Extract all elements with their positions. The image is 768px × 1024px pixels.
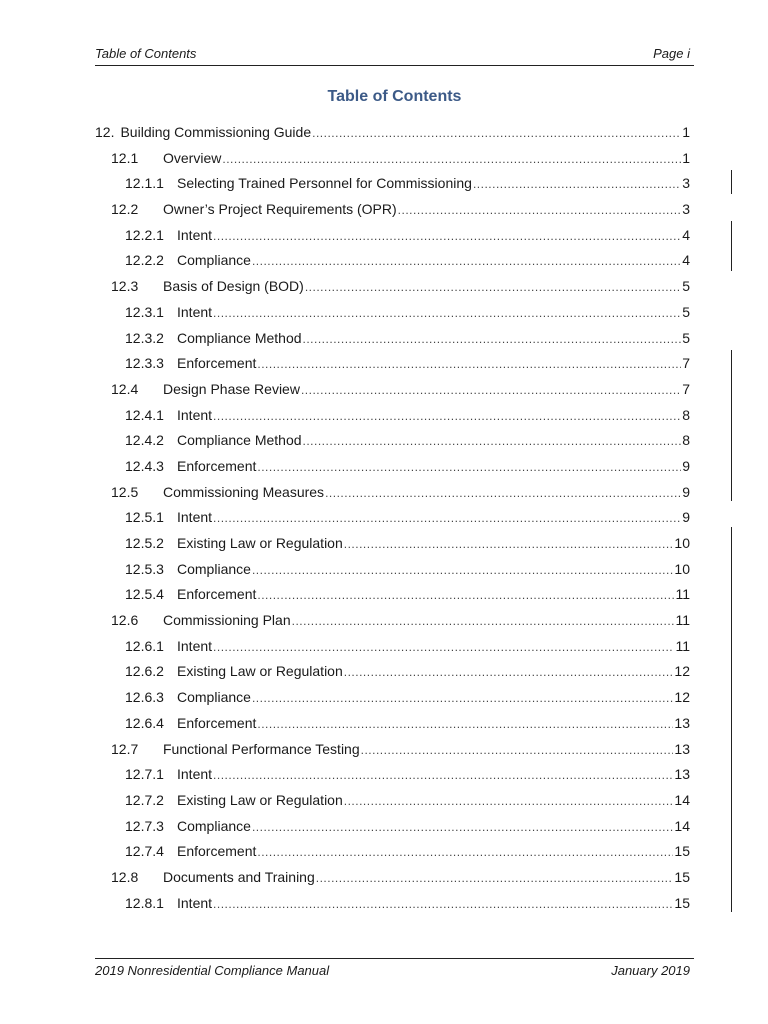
toc-entry[interactable] xyxy=(95,150,694,176)
toc-entry-number: 12.8.1 xyxy=(125,894,164,911)
toc-entry[interactable] xyxy=(95,330,694,356)
toc-entry-number: 12.3.2 xyxy=(125,329,164,346)
toc-entry[interactable] xyxy=(95,407,694,433)
toc-entry-number: 12.1.1 xyxy=(125,175,164,192)
toc-leader-dots xyxy=(213,640,674,654)
change-bar xyxy=(731,527,732,912)
toc-leader-dots xyxy=(213,768,673,782)
toc-entry[interactable] xyxy=(95,818,694,844)
toc-entry[interactable] xyxy=(95,535,694,561)
toc-entry-title[interactable]: Compliance xyxy=(177,560,251,577)
toc-entry[interactable] xyxy=(95,252,694,278)
toc-entry[interactable] xyxy=(95,586,694,612)
toc-entry-number: 12.3.3 xyxy=(125,355,164,372)
toc-entry-page[interactable]: 13 xyxy=(674,714,690,731)
table-of-contents xyxy=(95,124,694,920)
toc-entry-page[interactable]: 15 xyxy=(674,894,690,911)
toc-entry-number: 12.5.1 xyxy=(125,509,164,526)
toc-entry[interactable] xyxy=(95,381,694,407)
toc-entry-page[interactable]: 13 xyxy=(674,740,690,757)
toc-entry-page[interactable]: 5 xyxy=(682,303,690,320)
toc-leader-dots xyxy=(213,229,681,243)
toc-entry-title[interactable]: Functional Performance Testing xyxy=(163,740,360,757)
toc-entry-title[interactable]: Design Phase Review xyxy=(163,380,300,397)
toc-entry[interactable] xyxy=(95,458,694,484)
toc-entry-number: 12.7 xyxy=(111,740,139,757)
toc-entry-page[interactable]: 11 xyxy=(675,586,690,603)
toc-entry-page[interactable]: 9 xyxy=(682,483,690,500)
toc-entry-page[interactable]: 13 xyxy=(674,766,690,783)
toc-entry-number: 12.5.3 xyxy=(125,560,164,577)
toc-leader-dots xyxy=(213,897,673,911)
toc-leader-dots xyxy=(473,177,681,191)
toc-entry-title[interactable]: Existing Law or Regulation xyxy=(177,663,343,680)
toc-entry-page[interactable]: 9 xyxy=(682,509,690,526)
header-section-title: Table of Contents xyxy=(95,46,197,61)
toc-entry-page[interactable]: 12 xyxy=(674,663,690,680)
toc-entry-title[interactable]: Enforcement xyxy=(177,586,257,603)
toc-entry[interactable] xyxy=(95,895,694,921)
toc-entry-page[interactable]: 5 xyxy=(682,278,690,295)
toc-leader-dots xyxy=(257,588,674,602)
toc-entry-number: 12.6 xyxy=(111,612,139,629)
toc-entry-page[interactable]: 15 xyxy=(674,868,690,885)
toc-entry-number: 12.4.2 xyxy=(125,432,164,449)
toc-entry[interactable] xyxy=(95,484,694,510)
toc-leader-dots xyxy=(325,486,681,500)
toc-entry-number: 12.2.1 xyxy=(125,226,164,243)
toc-leader-dots xyxy=(252,254,681,268)
toc-entry-number: 12.6.3 xyxy=(125,689,164,706)
page-footer xyxy=(95,958,694,981)
header-page-number: Page i xyxy=(653,46,690,61)
toc-entry[interactable] xyxy=(95,432,694,458)
page-header xyxy=(95,45,694,66)
toc-entry-title[interactable]: Overview xyxy=(163,149,222,166)
toc-entry-number: 12.4.3 xyxy=(125,457,164,474)
toc-leader-dots xyxy=(344,665,674,679)
toc-entry-title[interactable]: Commissioning Plan xyxy=(163,612,291,629)
footer-document-title: 2019 Nonresidential Compliance Manual xyxy=(95,963,330,978)
toc-entry[interactable] xyxy=(95,663,694,689)
toc-entry[interactable] xyxy=(95,124,694,150)
toc-entry-page[interactable]: 8 xyxy=(682,432,690,449)
toc-entry-title[interactable]: Compliance Method xyxy=(177,329,302,346)
toc-leader-dots xyxy=(213,511,681,525)
toc-entry[interactable] xyxy=(95,304,694,330)
toc-entry-page[interactable]: 15 xyxy=(674,843,690,860)
toc-entry[interactable] xyxy=(95,638,694,664)
toc-entry-number: 12.6.4 xyxy=(125,714,164,731)
toc-entry-page[interactable]: 12 xyxy=(674,689,690,706)
toc-entry-number: 12.7.2 xyxy=(125,791,164,808)
toc-leader-dots xyxy=(398,203,681,217)
toc-entry-title[interactable]: Basis of Design (BOD) xyxy=(163,278,304,295)
toc-entry-page[interactable]: 3 xyxy=(682,201,690,218)
toc-entry-title[interactable]: Documents and Training xyxy=(163,868,315,885)
toc-entry-page[interactable]: 1 xyxy=(682,149,690,166)
toc-leader-dots xyxy=(301,383,681,397)
toc-entry-number: 12.7.1 xyxy=(125,766,164,783)
toc-entry[interactable] xyxy=(95,869,694,895)
toc-leader-dots xyxy=(257,357,681,371)
toc-entry-title[interactable]: Selecting Trained Personnel for Commissioning xyxy=(177,175,472,192)
toc-leader-dots xyxy=(252,691,673,705)
toc-entry-title[interactable]: Compliance xyxy=(177,689,251,706)
toc-entry-title[interactable]: Enforcement xyxy=(177,714,257,731)
toc-leader-dots xyxy=(257,717,673,731)
toc-entry-page[interactable]: 14 xyxy=(674,791,690,808)
toc-entry-page[interactable]: 3 xyxy=(682,175,690,192)
toc-entry[interactable] xyxy=(95,561,694,587)
toc-entry-title[interactable]: Enforcement xyxy=(177,843,257,860)
toc-entry-number: 12.6.1 xyxy=(125,637,164,654)
toc-entry-page[interactable]: 7 xyxy=(682,380,690,397)
toc-leader-dots xyxy=(292,614,675,628)
toc-leader-dots xyxy=(222,152,681,166)
toc-entry-page[interactable]: 10 xyxy=(674,560,690,577)
toc-entry[interactable] xyxy=(95,741,694,767)
toc-entry[interactable] xyxy=(95,792,694,818)
toc-leader-dots xyxy=(344,537,674,551)
toc-leader-dots xyxy=(312,126,681,140)
toc-entry-number: 12.2.2 xyxy=(125,252,164,269)
toc-entry[interactable] xyxy=(95,509,694,535)
toc-leader-dots xyxy=(252,820,673,834)
toc-leader-dots xyxy=(213,409,681,423)
toc-entry[interactable] xyxy=(95,612,694,638)
toc-entry-number: 12.1 xyxy=(111,149,139,166)
toc-entry-page[interactable]: 7 xyxy=(682,355,690,372)
change-bar xyxy=(731,350,732,501)
toc-leader-dots xyxy=(252,563,673,577)
toc-entry-number: 12.3.1 xyxy=(125,303,164,320)
toc-entry[interactable] xyxy=(95,766,694,792)
toc-entry-title[interactable]: Intent xyxy=(177,226,213,243)
toc-entry[interactable] xyxy=(95,175,694,201)
toc-leader-dots xyxy=(344,794,674,808)
toc-entry-number: 12.4.1 xyxy=(125,406,164,423)
toc-leader-dots xyxy=(361,743,674,757)
toc-entry-title[interactable]: Compliance xyxy=(177,252,251,269)
toc-leader-dots xyxy=(303,332,681,346)
toc-entry-title[interactable]: Intent xyxy=(177,509,213,526)
page-title: Table of Contents xyxy=(327,88,462,105)
toc-entry-page[interactable]: 4 xyxy=(682,226,690,243)
toc-entry-number: 12.7.4 xyxy=(125,843,164,860)
toc-entry-number: 12.4 xyxy=(111,380,139,397)
toc-entry-title[interactable]: Building Commissioning Guide xyxy=(120,124,312,140)
toc-entry-page[interactable]: 9 xyxy=(682,457,690,474)
toc-entry-number: 12.6.2 xyxy=(125,663,164,680)
toc-entry-title[interactable]: Intent xyxy=(177,303,213,320)
toc-entry-number: 12.3 xyxy=(111,278,139,295)
toc-entry-number: 12.5.4 xyxy=(125,586,164,603)
toc-entry[interactable] xyxy=(95,843,694,869)
toc-entry-page[interactable]: 1 xyxy=(682,124,690,140)
toc-leader-dots xyxy=(257,460,681,474)
toc-entry[interactable] xyxy=(95,227,694,253)
toc-leader-dots xyxy=(213,306,681,320)
toc-entry-title[interactable]: Enforcement xyxy=(177,355,257,372)
change-bar xyxy=(731,221,732,271)
toc-entry[interactable] xyxy=(95,689,694,715)
toc-entry-title[interactable]: Enforcement xyxy=(177,457,257,474)
toc-entry-title[interactable]: Compliance Method xyxy=(177,432,302,449)
footer-date: January 2019 xyxy=(611,963,690,978)
toc-entry[interactable] xyxy=(95,201,694,227)
toc-entry-number: 12.5 xyxy=(111,483,139,500)
toc-leader-dots xyxy=(316,871,674,885)
toc-entry-page[interactable]: 10 xyxy=(674,535,690,551)
toc-entry-title[interactable]: Owner’s Project Requirements (OPR) xyxy=(163,201,397,218)
toc-entry-page[interactable]: 5 xyxy=(682,329,690,346)
toc-entry-title[interactable]: Commissioning Measures xyxy=(163,483,325,500)
toc-entry-title[interactable]: Intent xyxy=(177,894,213,911)
toc-entry[interactable] xyxy=(95,715,694,741)
toc-leader-dots xyxy=(257,845,673,859)
toc-entry[interactable] xyxy=(95,278,694,304)
toc-entry-number: 12.5.2 xyxy=(125,535,164,551)
toc-entry-title[interactable]: Intent xyxy=(177,637,213,654)
toc-entry-title[interactable]: Compliance xyxy=(177,817,251,834)
toc-leader-dots xyxy=(303,434,681,448)
change-bar xyxy=(731,170,732,194)
toc-entry-page[interactable]: 4 xyxy=(682,252,690,269)
toc-entry-title[interactable]: Intent xyxy=(177,766,213,783)
toc-entry-title[interactable]: Existing Law or Regulation xyxy=(177,791,343,808)
toc-entry-number: 12.7.3 xyxy=(125,817,164,834)
toc-entry-page[interactable]: 14 xyxy=(674,817,690,834)
toc-entry-title[interactable]: Existing Law or Regulation xyxy=(177,535,343,551)
toc-entry-number: 12. xyxy=(95,124,115,140)
toc-entry-page[interactable]: 11 xyxy=(675,612,690,629)
toc-entry-page[interactable]: 8 xyxy=(682,406,690,423)
toc-entry[interactable] xyxy=(95,355,694,381)
toc-entry-page[interactable]: 11 xyxy=(675,637,690,654)
toc-leader-dots xyxy=(305,280,681,294)
toc-entry-title[interactable]: Intent xyxy=(177,406,213,423)
toc-entry-number: 12.8 xyxy=(111,868,139,885)
toc-entry-number: 12.2 xyxy=(111,201,139,218)
